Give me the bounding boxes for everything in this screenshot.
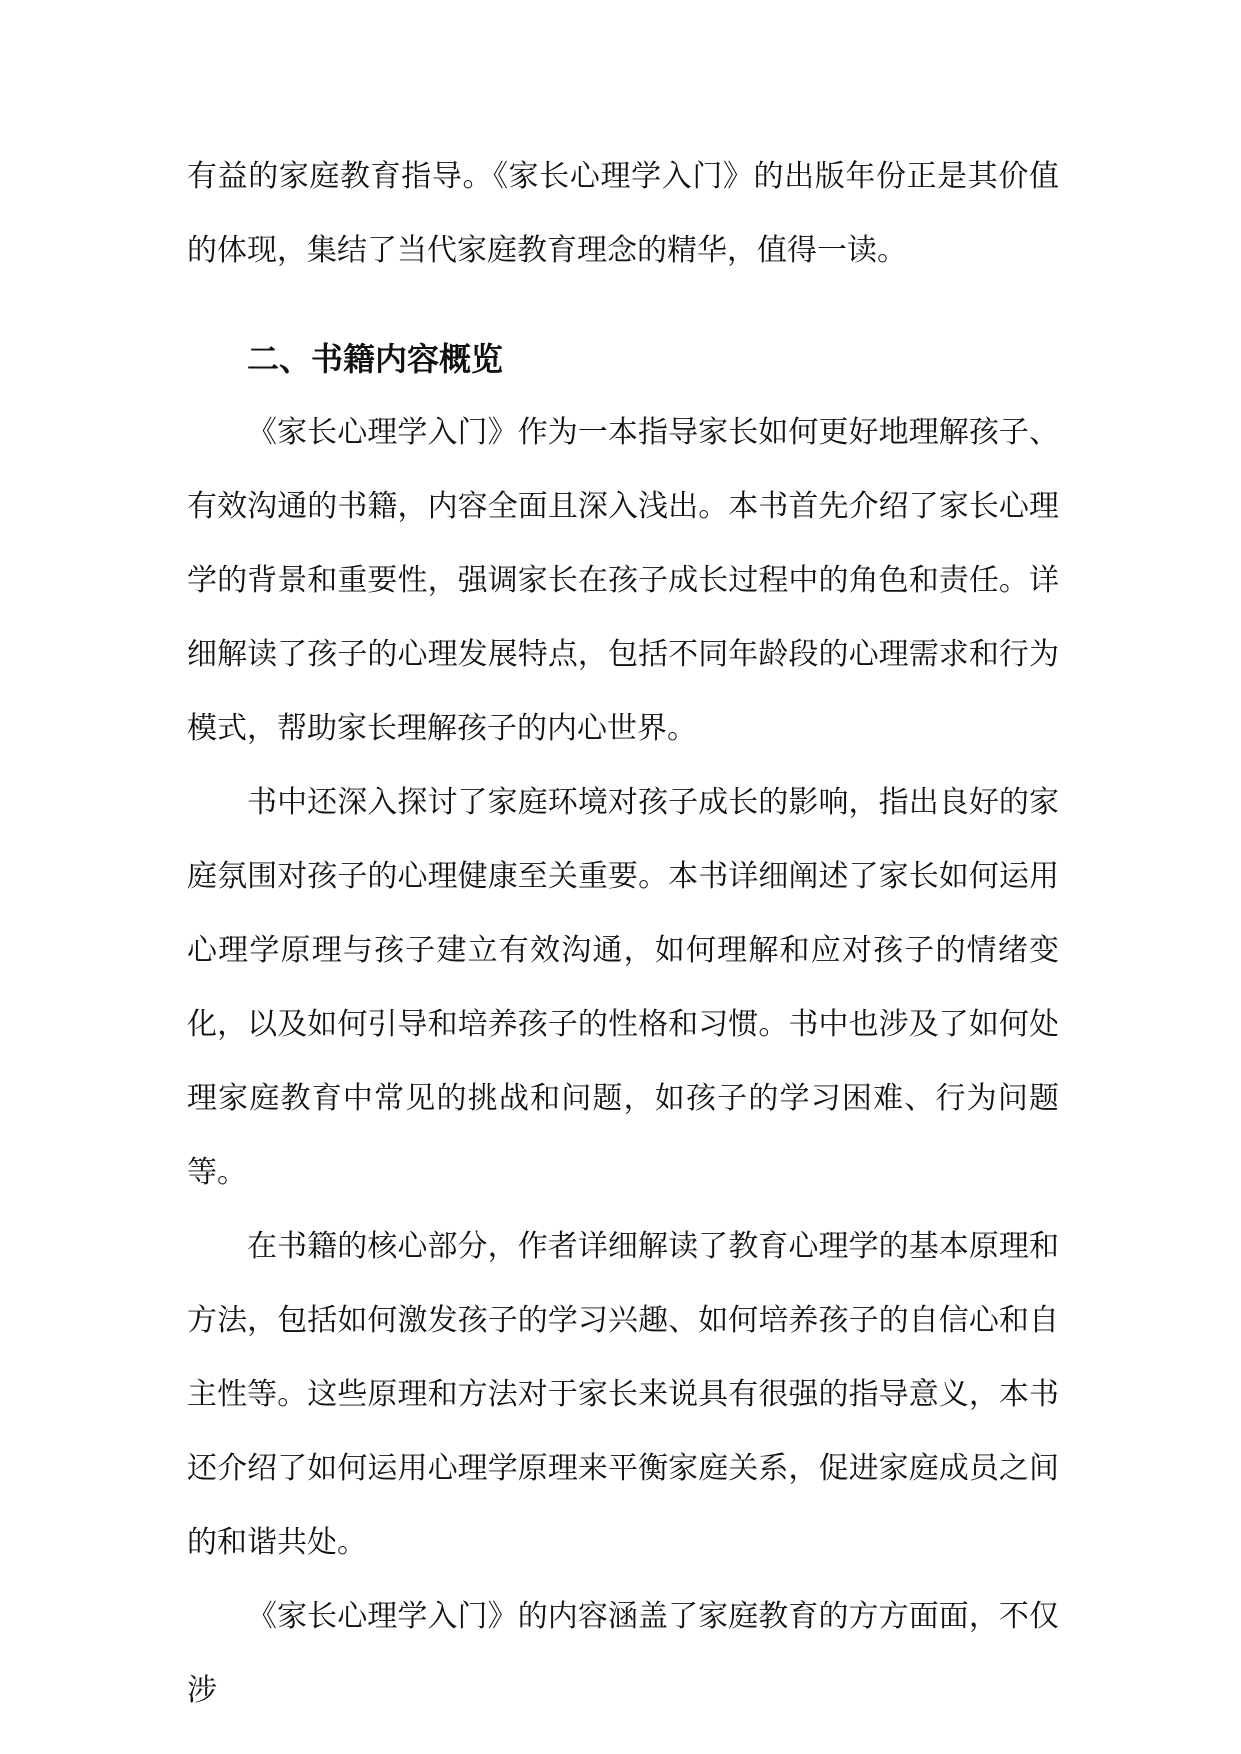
body-paragraph-4: 《家长心理学入门》的内容涵盖了家庭教育的方方面面，不仅涉: [187, 1599, 1059, 1708]
section-heading: 二、书籍内容概览: [247, 340, 504, 378]
body-paragraph-2: 书中还深入探讨了家庭环境对孩子成长的影响，指出良好的家庭氛围对孩子的心理健康至关重要。本书详细阐述了家长如何运用心理学原理与孩子建立有效沟通，如何理解和应对孩子的情绪变化，以及如何引导和培养孩子的性格和习惯。书中也涉及了如何处理家庭教育中常见的挑战和问题，如孩子的学习困难、行为问题等。: [187, 785, 1059, 1190]
document-body: [187, 140, 1059, 1728]
intro-paragraph: 有益的家庭教育指导。《家长心理学入门》的出版年份正是其价值的体现，集结了当代家庭教育理念的精华，值得一读。: [187, 159, 1059, 268]
body-paragraph-1: 《家长心理学入门》作为一本指导家长如何更好地理解孩子、有效沟通的书籍，内容全面且深入浅出。本书首先介绍了家长心理学的背景和重要性，强调家长在孩子成长过程中的角色和责任。详细解读了孩子的心理发展特点，包括不同年龄段的心理需求和行为模式，帮助家长理解孩子的内心世界。: [187, 415, 1059, 746]
body-paragraph-3: 在书籍的核心部分，作者详细解读了教育心理学的基本原理和方法，包括如何激发孩子的学习兴趣、如何培养孩子的自信心和自主性等。这些原理和方法对于家长来说具有很强的指导意义，本书还介绍了如何运用心理学原理来平衡家庭关系，促进家庭成员之间的和谐共处。: [187, 1229, 1059, 1560]
